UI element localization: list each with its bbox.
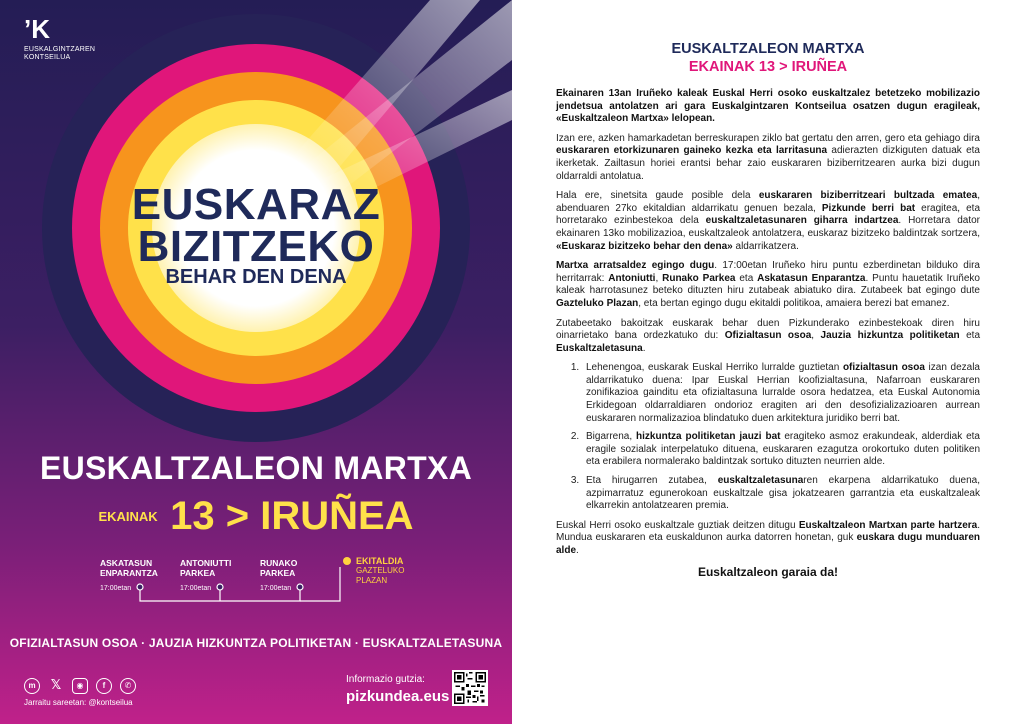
paragraph-2: Izan ere, azken hamarkadetan berreskurapen ziklo bat gertatu den arren, gero eta gehiago dira euskararen etorkizunaren gaineko kezka eta larritasuna adierazten dizkiguten datuak eta ikerketak. Zailtasun horiei erantsi behar zaio euskararen biziberritzearen aurka bizi dugun oldarraldi antolatua. <box>556 132 980 182</box>
instagram-icon[interactable]: ◉ <box>72 678 88 694</box>
route-lines <box>0 555 512 620</box>
list-item: 3. Eta hirugarren zutabea, euskaltzaletasunaren ekarpena aldarrikatuko duena, azpimarratuz egunerokoan euskaltzale gisa jokatzearen garrantzia eta euskaltzaleak elkarrekin antolatzearen premia. <box>582 475 980 513</box>
paragraph-3: Hala ere, sinetsita gaude posible dela euskararen biziberritzeari bultzada ematea, abenduaren 27ko ekitaldian aldarrikatu genuen bezala, Pizkunde berri bat eragitea, eta horretarako ezinbestekoa dela euskaltzaletasunaren giharra indartzea. Horretara dator ekainaren 13ko mobilizazioa, euskaltzaleok antolatzera, euskaraz bizitzeko baldintzak sortzera, «Euskaraz bizitzeko behar den dena» aldarrikatzera. <box>556 190 981 252</box>
qr-code[interactable] <box>452 670 488 706</box>
doc-title: EUSKALTZALEON MARTXA <box>671 41 865 57</box>
logo-text <box>24 46 104 62</box>
logo-line-1: EUSKALGINTZAREN <box>24 46 96 53</box>
social-icons <box>24 678 136 694</box>
date-location <box>0 494 512 539</box>
info-url-link[interactable]: pizkundea.eus <box>346 688 450 705</box>
pillars-list <box>582 362 980 513</box>
document-text <box>556 40 980 578</box>
info-label: Informazio gutzia: <box>346 674 425 685</box>
closing-slogan: Euskaltzaleon garaia da! <box>697 564 839 579</box>
paragraph-4: Martxa arratsaldez egingo dugu. 17:00etan Iruñeko hiru puntu ezberdinetan bilduko dira herritarrak: Antoniutti, Runako Parkea eta Askatasun Enparantza. Puntu hauetatik Iruñeko kaleak harrotasunez beteko dituzten hiru zutabeak abiatuko dira. Zutabeek bat egingo dute Gazteluko Plazan, eta bertan egingo dugu ekitaldi politikoa, amaiera berezi bat emanez. <box>556 260 980 309</box>
qr-code-pattern <box>454 672 486 704</box>
stop-final-ekitaldia: EKITALDIA GAZTELUKO PLAZAN <box>356 556 405 585</box>
march-title: EUSKALTZALEON MARTXA <box>39 450 473 486</box>
march-route-diagram <box>0 555 512 620</box>
hero-line-2: BIZITZEKO <box>137 222 375 271</box>
logo-line-2: KONTSEILUA <box>24 54 71 61</box>
paragraph-intro: Ekainaren 13an Iruñeko kaleak Euskal Herri osoko euskaltzalez betetzeko mobilizazio jendetsua antolatzen ari gara Euskalgintzaren Kontseilua osatzen dugun eragileak, «Euskaltzaleon Martxa» lelopean. <box>556 88 980 125</box>
list-item: 2. Bigarrena, hizkuntza politiketan jauzi bat eragiteko asmoz erakundeak, alderdiak eta eragile sozialak interpelatuko dituena, euskararen ezagutza orokortuko duten politiken eta erabilera normalerako baldintzak sortuko dituzten neurrien alde. <box>582 431 980 469</box>
follow-text: Jarraitu sareetan: @kontseilua <box>24 698 133 707</box>
stop-runako: RUNAKO PARKEA 17:00etan <box>260 558 298 592</box>
date-month: EKAINAK <box>98 509 158 524</box>
paragraph-5: Zutabeetako bakoitzak euskarak behar duen Pizkunderako ezinbestekoak diren hiru oinarrietako bana ordezkatuko du: Ofizialtasun osoa, Jauzia hizkuntza politiketan eta Euskaltzaletasuna. <box>556 317 981 354</box>
stop-askatasun: ASKATASUN ENPARANTZA 17:00etan <box>100 558 158 592</box>
doc-subtitle: EKAINAK 13 > IRUÑEA <box>688 59 848 75</box>
paragraph-6: Euskal Herri osoko euskaltzale guztiak deitzen ditugu Euskaltzaleon Martxan parte hartzera. Mundua euskararen eta euskaldunon aurka datorren honetan, guk euskara dugu munduaren alde. <box>556 519 980 556</box>
hero-line-3: BEHAR DEN DENA <box>165 266 347 288</box>
mastodon-icon[interactable]: m <box>24 678 40 694</box>
x-icon[interactable]: 𝕏 <box>50 677 62 692</box>
hero-line-1: EUSKARAZ <box>131 180 381 229</box>
kontseilua-logo <box>24 16 104 62</box>
slogans-line: OFIZIALTASUN OSOA · JAUZIA HIZKUNTZA POLITIKETAN · EUSKALTZALETASUNA <box>9 636 503 650</box>
date-day-city: 13 > IRUÑEA <box>170 494 414 538</box>
list-item: 1. Lehenengoa, euskarak Euskal Herriko lurralde guztietan ofizialtasun osoa izan dezala aldarrikatuko duena: Ipar Euskal Herrian koofizialtasuna, Nafarroan euskararen zonifikazioa gainditu eta ofizialtasuna lurralde osora hedatzea, eta Euskal Autonomia Erkidegoan oldarraldiaren ondorioz eragiten ari den desofizializazioaren aurrean euskararen normalizazioa blindatuko duen arkitektura juridiko berri bat. <box>582 362 980 425</box>
whatsapp-icon[interactable]: ✆ <box>120 678 136 694</box>
facebook-icon[interactable]: f <box>96 678 112 694</box>
logo-mark: ’K <box>24 14 50 44</box>
stop-antoniutti: ANTONIUTTI PARKEA 17:00etan <box>180 558 232 592</box>
